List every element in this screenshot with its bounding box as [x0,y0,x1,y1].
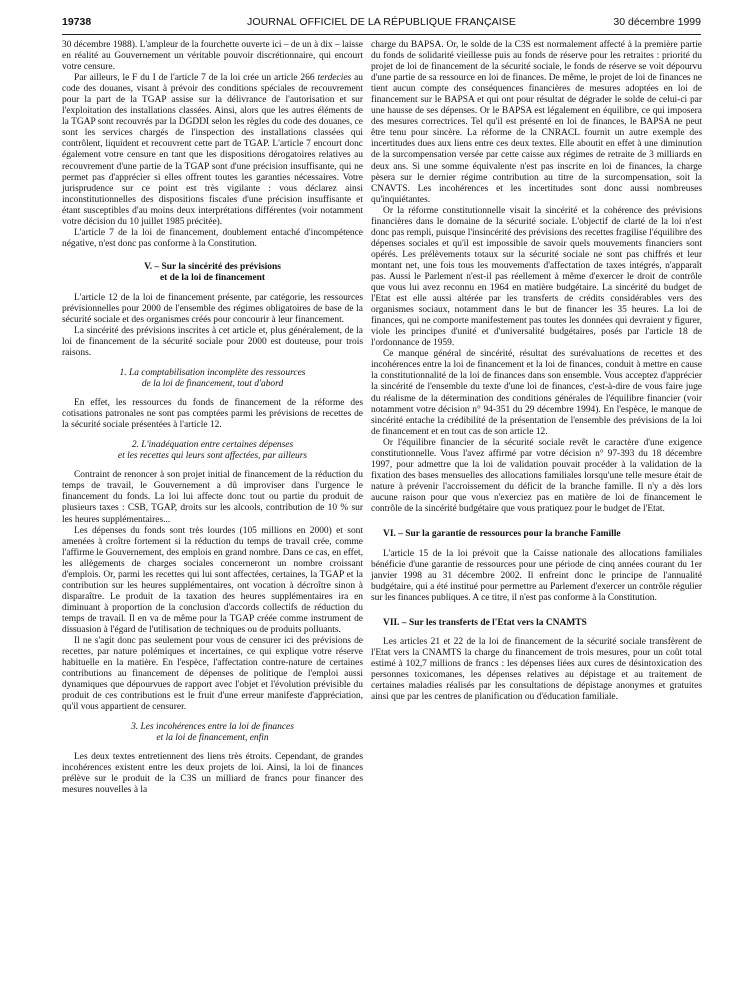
subheading-line: de la loi de financement, tout d'abord [141,379,284,390]
header-rule [62,34,701,35]
right-column [371,40,702,704]
subheading-line: et les recettes qui leurs sont affectées, par ailleurs [117,451,308,462]
left-column [62,40,363,797]
paragraph: Ce manque général de sincérité, résultat des surévaluations de recettes et des incohérences entre la loi de financement et la loi de finances, conduit à mettre en cause la constitutionnalité de la loi de finances dans son ensemble. Vous acceptez d'apprécier la sincérité de l'ensemble du texte d'une loi de finances, c'est-à-dire de vous faire juge du réalisme de la détermination des conditions générales de l'équilibre financier (voir notamment votre décision n° 94-351 du 29 décembre 1994). En l'espèce, le manque de sincérité entache la crédibilité de la présentation de l'ensemble des prévisions de la loi de financement et en tout cas de son article 12. [371,349,702,437]
journal-title: JOURNAL OFFICIEL DE LA RÉPUBLIQUE FRANÇAISE [247,16,516,28]
paragraph: Or l'équilibre financier de la sécurité sociale revêt le caractère d'une exigence constitutionnelle. Vous l'avez affirmé par votre décision n° 97-393 du 18 décembre 1997, pour admettre que la loi de validation pouvait procéder à la validation de la fixation des bases mensuelles des allocations familiales lorsqu'une telle mesure était de nature à prévenir l'accroissement du déficit de la branche famille. Il n'y a dès lors aucune raison pour que vous n'exerciez pas en matière de loi de financement le contrôle de la sincérité budgétaire que vous pratiquez pour le budget de l'Etat. [371,437,702,514]
paragraph: charge du BAPSA. Or, le solde de la C3S est normalement affecté à la première partie du fonds de solidarité vieillesse puis au fonds de réserve pour les retraites : priorité du projet de loi de financement de la sécurité sociale, le fonds de réserve se voit dépourvu d'une partie de sa ressource en loi de finances. De même, le projet de loi de finances ne tient aucun compte des conséquences financières de mesures adoptées en loi de financement sur le BAPSA et qui ont pour résultat de dégrader le solde de celui-ci par une hausse de ses dépenses. Or le BAPSA est légalement en équilibre, ce qui imposera des mesures correctrices. Tel qu'il est présenté en loi de finances, le BAPSA ne peut être tenu pour sincère. La réforme de la CNRACL fournit un autre exemple des incertitudes dues aux liens entre ces deux textes. Elle aboutit en effet à une diminution de la surcompensation versée par cette caisse aux régimes de retraite de 3 milliards en deux ans. Si une somme équivalente n'est pas inscrite en loi de finances, la charge pèsera sur le dernier régime contribution au titre de la surcompensation, soit la CNAVTS. Les incohérences et les incertitudes sont donc aussi nombreuses qu'inquiétantes. [371,40,702,205]
paragraph: Les articles 21 et 22 de la loi de financement de la sécurité sociale transfèrent de l'Etat vers la CNAMTS la charge du financement de trois mesures, pour un coût total estimé à 102,7 millions de francs : les dépenses liées aux cures de désintoxication des personnes toxicomanes, les dépenses relatives au dépistage et au traitement de certaines maladies réalisés par les consultations de dépistage anonymes et gratuites ainsi que par les centres de planification ou d'éducation familiale. [371,637,702,703]
paragraph: Contraint de renoncer à son projet initial de financement de la réduction du temps de travail, le Gouvernement a dû improviser dans l'urgence le financement du fonds. La loi lui affecte donc tout ou partie du produit de plusieurs taxes : CSB, TGAP, droits sur les alcools, contribution de 10 % sur les heures supplémentaires... [62,470,363,525]
subheading-3 [62,722,363,744]
subheading-1 [62,368,363,390]
heading-line: et de la loi de financement [159,273,266,284]
heading-line: V. – Sur la sincérité des prévisions [144,261,281,272]
paragraph: Or la réforme constitutionnelle visait la sincérité et la cohérence des prévisions financières dans le domaine de la sécurité sociale. L'objectif de clarté de la loi n'est donc pas rempli, puisque l'insincérité des prévisions des recettes fragilise l'équilibre des dépenses sociales et qu'il est impossible de savoir quels mouvements financiers sont opérés. Les prélèvements totaux sur la sécurité sociale ne sont pas chiffrés et leur montant net, une fois tous les mouvements d'affectation de taxes intégrés, n'apparaît pas. Aussi le Parlement n'est-il pas réellement à même d'exercer le droit de contrôle que vous lui avez reconnu en 1964 en matière budgétaire. La sincérité du budget de l'Etat est elle aussi altérée par les transferts de crédits considérables vers des organismes sociaux, notamment dans le but de financer les 35 heures. La loi de finances, qui ne comporte manifestement pas toutes les données qui devraient y figurer, viole les principes d'unité et d'universalité budgétaires, posés par l'article 18 de l'ordonnance de 1959. [371,205,702,349]
paragraph [62,73,363,228]
subheading-line: 2. L'inadéquation entre certaines dépenses [131,440,294,451]
subheading-2 [62,440,363,462]
paragraph-text: au code des douanes, visant à prévoir des conditions spéciales de recouvrement pour la part de la TGAP assise sur la délivrance de l'autorisation et sur l'exploitation des installations classées. Ainsi, alors que les autres éléments de la TGAP sont recouvrés par la DGDDI selon les règles du code des douanes, ce sont les services chargés de l'inspection des installations classées qui contrôlent, liquident et recouvrent cette part de TGAP. L'article 7 encourt donc également votre censure en tant que les dispositions dérogatoires relatives au recouvrement d'une partie de la TGAP sont d'une précision insuffisante, qui ne permet pas d'apprécier si elles offrent toutes les garanties nécessaires. Votre jurisprudence sur ce point est très vigilante : vous déclarez ainsi inconstitutionnelles des dispositions fiscales d'une précision insuffisante et étant susceptibles d'au moins deux interprétations différentes (voir notamment votre décision du 10 juillet 1985 précitée). [62,73,363,227]
paragraph: En effet, les ressources du fonds de financement de la réforme des cotisations patronales ne sont pas comptées parmi les prévisions de recettes de la sécurité sociale présentées à l'article 12. [62,398,363,431]
issue-date: 30 décembre 1999 [613,16,701,28]
paragraph: Les dépenses du fonds sont très lourdes (105 millions en 2000) et sont amenées à croître fortement si la réduction du temps de travail crée, comme l'affirme le Gouvernement, des emplois en grand nombre. Dans ce cas, en effet, les allègements de charges sociales concerneront un nombre croissant d'emplois. Or, parmi les recettes qui lui sont affectées, certaines, la TGAP et la contribution sur les heures supplémentaires, ont vocation à décroître sinon à disparaître. Le produit de la taxation des heures supplémentaires ira en diminuant à proportion de la conclusion d'accords collectifs de réduction du temps de travail. Il en va de même pour la TGAP créée comme instrument de dissuasion à l'égard de l'utilisation de techniques ou de produits polluants. [62,525,363,635]
paragraph: Il ne s'agit donc pas seulement pour vous de censurer ici des prévisions de recettes, par nature polémiques et incertaines, ce qui explique votre réserve habituelle en la matière. En l'espèce, l'affectation contre-nature de certaines contributions au financement de dépenses de politique de l'emploi aussi dynamiques que dépourvues de rapport avec l'objet et l'évolution prévisible du produit de ces contributions est le fruit d'une erreur manifeste d'appréciation, qu'il vous appartient de censurer. [62,636,363,713]
paragraph-emphasis: terdecies [317,73,352,84]
paragraph: La sincérité des prévisions inscrites à cet article et, plus généralement, de la loi de financement de la sécurité sociale pour 2000 est douteuse, pour trois raisons. [62,326,363,359]
section-heading-vi: VI. – Sur la garantie de ressources pour la branche Famille [383,529,621,540]
paragraph: 30 décembre 1988). L'ampleur de la fourchette ouverte ici – de un à dix – laisse en réalité au Gouvernement un véritable pouvoir discrétionnaire, qui encourt votre censure. [62,40,363,73]
section-heading-v [62,262,363,285]
section-heading-vii: VII. – Sur les transferts de l'Etat vers la CNAMTS [383,617,587,628]
subheading-line: 3. Les incohérences entre la loi de finances [131,722,294,733]
paragraph: Les deux textes entretiennent des liens très étroits. Cependant, de grandes incohérences existent entre les deux projets de loi. Ainsi, la loi de finances prélève sur le produit de la C3S un milliard de francs pour financer des mesures nouvelles à la [62,752,363,796]
paragraph: L'article 15 de la loi prévoit que la Caisse nationale des allocations familiales bénéficie d'une garantie de ressources pour une période de cinq années courant du 1er janvier 1998 au 31 décembre 2002. Il enfreint donc le principe de l'annualité budgétaire, qui a été institué pour permettre au Parlement d'exercer un contrôle régulier sur les finances publiques. A ce titre, il n'est pas conforme à la Constitution. [371,548,702,603]
paragraph-text: Par ailleurs, le F du I de l'article 7 de la loi crée un article 266 [74,73,318,84]
paragraph: L'article 12 de la loi de financement présente, par catégorie, les ressources prévisionnelles pour 2000 de l'ensemble des régimes obligatoires de base de la sécurité sociale et des organismes créés pour concourir à leur financement. [62,292,363,325]
paragraph: L'article 7 de la loi de financement, doublement entaché d'incompétence négative, n'est donc pas conforme à la Constitution. [62,227,363,249]
subheading-line: 1. La comptabilisation incomplète des ressources [119,368,306,379]
page-number: 19738 [62,16,92,28]
subheading-line: et la loi de financement, enfin [156,733,269,744]
page-header [62,14,701,32]
